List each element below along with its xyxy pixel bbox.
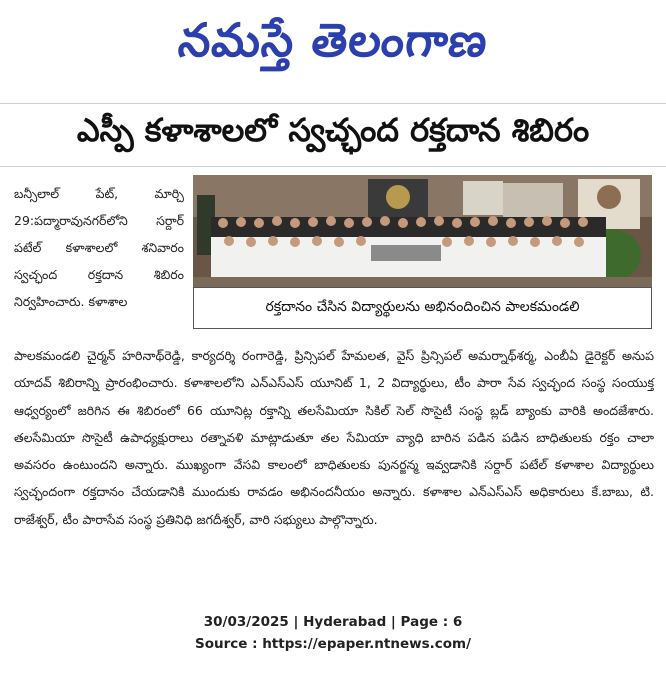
edition-info: 30/03/2025 | Hyderabad | Page : 6 [203,614,463,630]
masthead [0,0,666,92]
article-body-text: పాలకమండలి చైర్మన్ హరినాథ్‌రెడ్డి, కార్యదర్శి రంగారెడ్డి, ప్రిన్సిపల్ హేమలత, వైస్ ప్రిన్సిపల్ అమర్నాథ్‌శర్మ, ఎంబీఏ డైరెక్టర్ అనుప యాదవ్ శిబిరాన్ని ప్రారంభించారు. కళాశాలలోని ఎన్ఎస్ఎస్ యూనిట్ 1, 2 విద్యార్థులు, టీం పారా సేవ స్వచ్ఛంద సంస్థ సంయుక్త ఆధ్వర్యంలో జరిగిన ఈ శిబిరంలో 66 యూనిట్ల రక్తాన్ని తలసేమియా సికిల్ సెల్ సొసైటీ సంస్థ బ్లడ్ బ్యాంకు వారికి అందజేశారు. తలసేమియా సొసైటీ ఉపాధ్యక్షురాలు రత్నావళి మాట్లాడుతూ తల సేమియా వ్యాధి బారిన పడిన పడిన బాధితులకు రక్తం చాలా అవసరం ఉంటుందని అన్నారు. ముఖ్యంగా వేసవి కాలంలో బాధితులకు పునర్జన్మ ఇవ్వడానికి సర్దార్ పటేల్ కళాశాల విద్యార్థులు స్వచ్ఛందంగా రక్తదానం చేయడానికి ముందుకు రావడం అభినందనీయం అన్నారు. కళాశాల ఎన్ఎస్ఎస్ అధికారులు కే.బాబు, టి. రాజేశ్వర్, టీం పారాసేవ సంస్థ ప్రతినిధి జగదీశ్వర్, వారి సభ్యులు పాల్గొన్నారు. [14,348,654,527]
photo-caption: రక్తదానం చేసిన విద్యార్థులను అభినందించిన పాలకమండలి [193,287,652,329]
article-headline: ఎస్పీ కళాశాలలో స్వచ్ఛంద రక్తదాన శిబిరం [76,111,590,149]
group-photo-illustration [193,175,652,287]
newspaper-title: నమస్తే తెలంగాణ [176,13,492,67]
source-link[interactable]: Source : https://epaper.ntnews.com/ [194,636,472,652]
news-photo [193,175,652,287]
divider [0,103,666,104]
divider [0,166,666,167]
article-intro-text: బన్సీలాల్ పేట్, మార్చి 29:పద్మారావునగర్‌లోని సర్దార్ పటేల్ కళాశాలలో శనివారం స్వచ్ఛంద రక్తదాన శిబిరం నిర్వహించారు. కళాశాల [14,186,184,309]
